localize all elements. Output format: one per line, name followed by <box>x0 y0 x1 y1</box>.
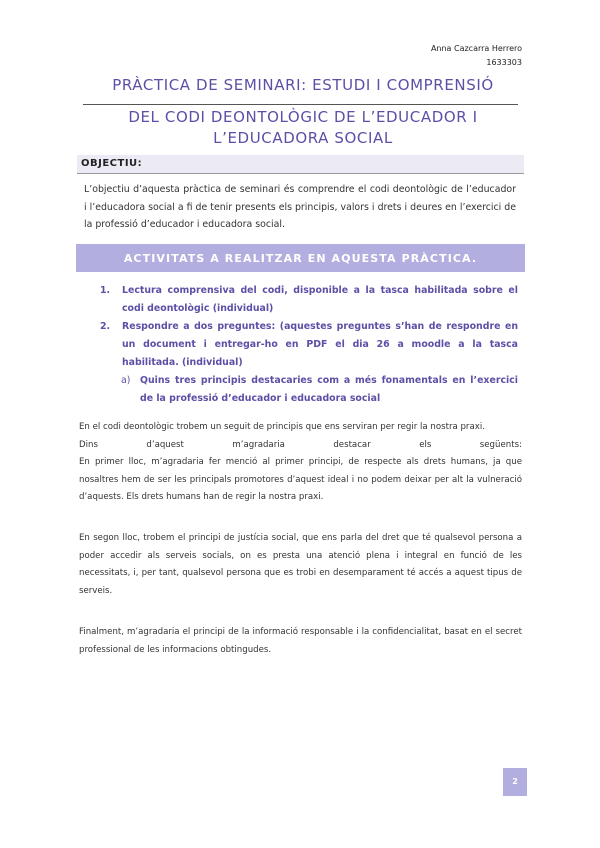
activities-heading-bar <box>76 244 525 272</box>
title-block <box>83 107 523 149</box>
list-item <box>100 318 518 372</box>
list-item-text: Respondre a dos preguntes: (aquestes preguntes s’han de respondre en un document i entregar-ho en PDF el dia 26 a moodle a la tasca habilitada. (individual) <box>122 321 518 368</box>
list-item-text: Lectura comprensiva del codi, disponible a la tasca habilitada sobre el codi deontològic (individual) <box>122 285 518 314</box>
activities-heading: ACTIVITATS A REALITZAR EN AQUESTA PRÀCTICA. <box>123 252 478 265</box>
word: següents: <box>479 439 522 450</box>
list-item-number: 2. <box>100 321 111 332</box>
word: Dins <box>79 439 98 450</box>
paragraph-1-line-1: En el codi deontològic trobem un seguit de principis que ens serviran per regir la nostra praxi. <box>79 422 485 432</box>
activities-list <box>100 282 518 408</box>
word: els <box>419 439 432 450</box>
paragraph-3: Finalment, m’agradaria el principi de la informació responsable i la confidencialitat, basat en el secret professional de les informacions obtingudes. <box>79 627 522 655</box>
page-number: 2 <box>503 768 527 796</box>
title-line-3: L’EDUCADORA SOCIAL <box>213 129 393 147</box>
sub-list-item <box>100 372 518 408</box>
word: d’aquest <box>146 439 184 450</box>
title-line-2: DEL CODI DEONTOLÒGIC DE L’EDUCADOR I <box>128 108 478 126</box>
word: m’agradaria <box>232 439 285 450</box>
author-name: Anna Cazcarra Herrero <box>430 44 522 53</box>
paragraph-1-line-2 <box>79 437 522 455</box>
objective-label: OBJECTIU: <box>81 158 143 169</box>
word: destacar <box>333 439 371 450</box>
paragraph-1 <box>79 419 522 507</box>
paragraph-1-rest: En primer lloc, m’agradaria fer menció al primer principi, de respecte als drets humans, ja que nosaltres hem de ser les principals promotores d’aquest ideal i no podem deixar per alt la vulneració d’aquests. Els drets humans han de regir la nostra praxi. <box>79 457 522 502</box>
list-item <box>100 282 518 318</box>
paragraph-2: En segon lloc, trobem el principi de justícia social, que ens parla del dret que té qualsevol persona a poder accedir als serveis socials, on es presta una atenció plena i integral en funció de les necessitats, i, per tant, qualsevol persona que es trobi en desemparament té accés a aquest tipus de serveis. <box>79 533 522 596</box>
list-item-number: 1. <box>100 285 111 296</box>
sub-item-text: Quins tres principis destacaries com a més fonamentals en l’exercici de la professió d’educador i educadora social <box>140 375 518 404</box>
title-divider <box>83 104 518 105</box>
objective-heading-box <box>77 155 524 174</box>
objective-text: L’objectiu d’aquesta pràctica de seminari és comprendre el codi deontològic de l’educador i l’educadora social a fi de tenir presents els principis, valors i drets i deures en l’exercici de la professió d’educador i educadora social. <box>84 184 516 230</box>
student-id: 1633303 <box>486 58 522 67</box>
title-line-1: PRÀCTICA DE SEMINARI: ESTUDI I COMPRENSIÓ <box>112 76 494 94</box>
sub-item-letter: a) <box>121 375 131 386</box>
author-block <box>431 42 522 70</box>
